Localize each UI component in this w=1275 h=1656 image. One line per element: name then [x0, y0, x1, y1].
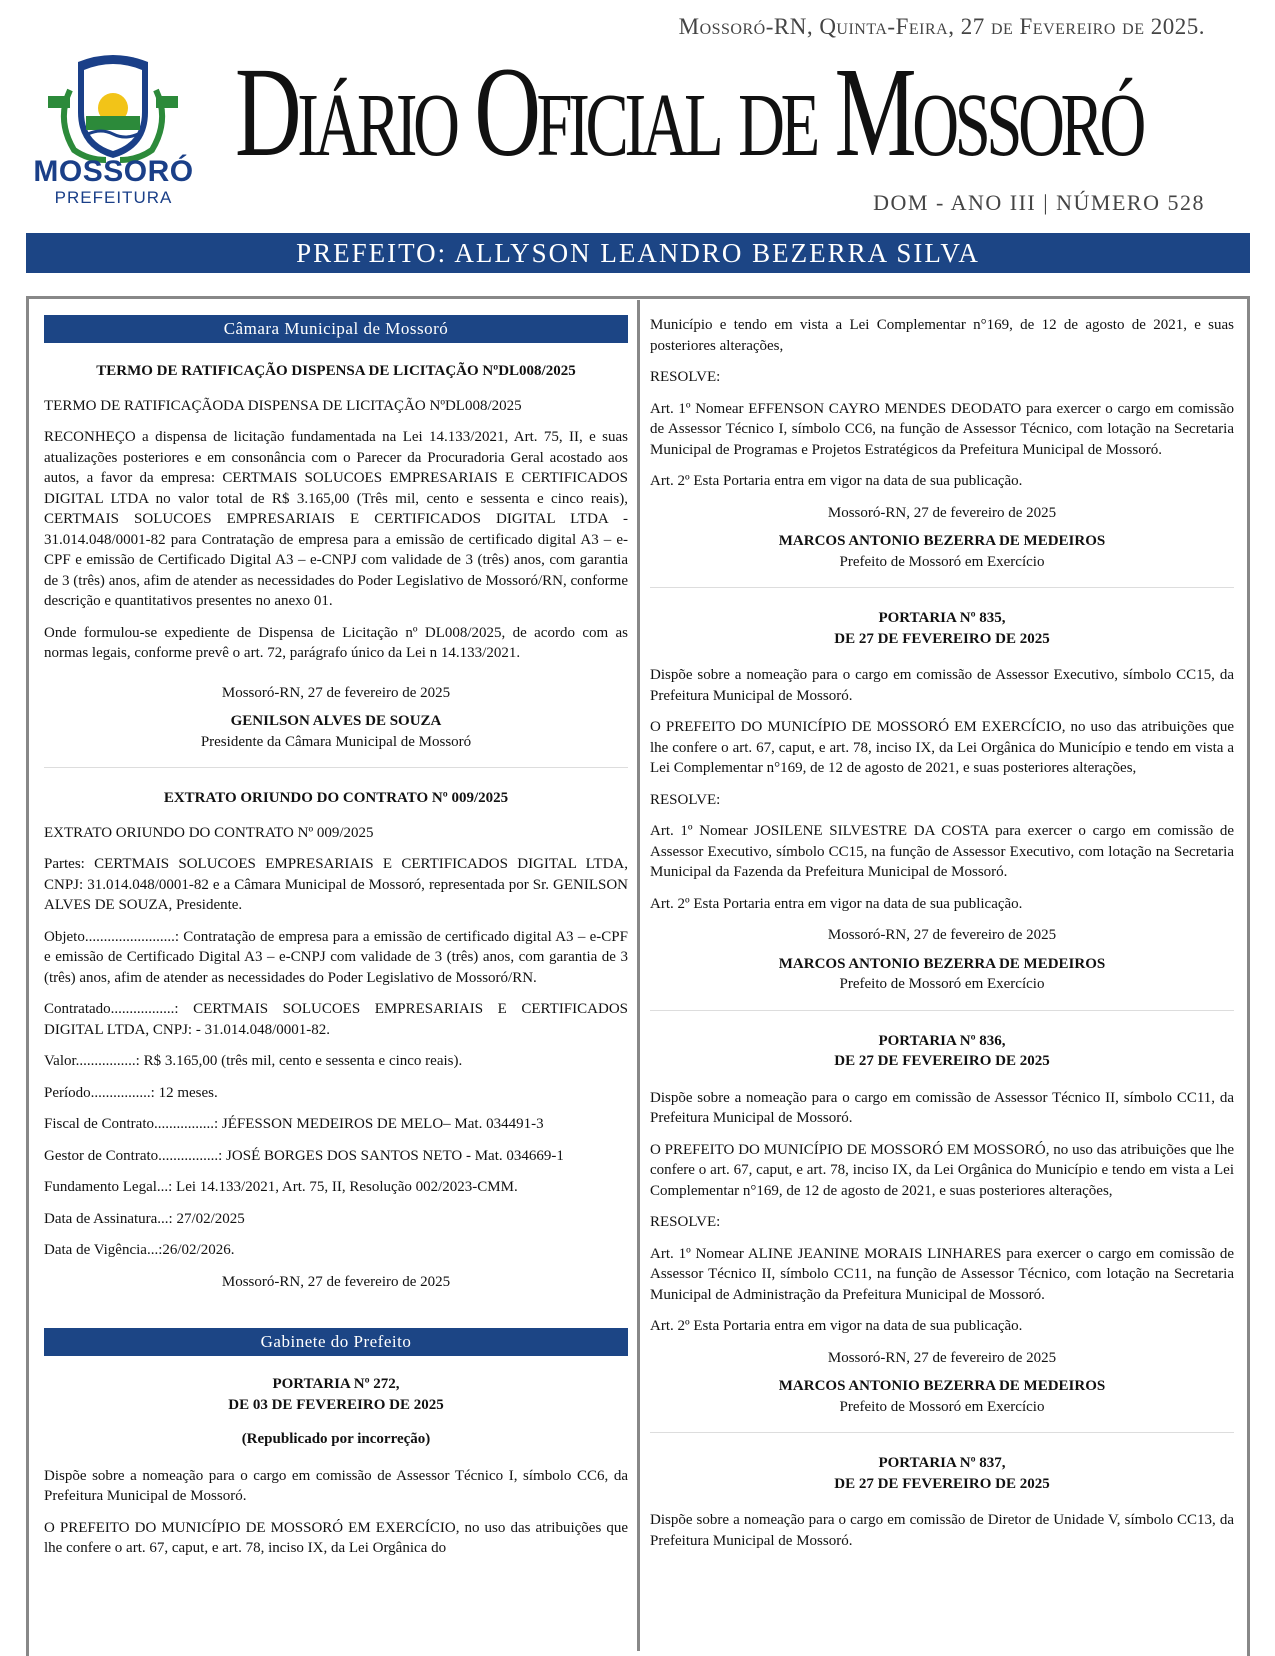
paragraph: Fiscal de Contrato................: JÉFESSON MEDEIROS DE MELO– Mat. 034491-3	[44, 1116, 544, 1132]
doc-title-date: DE 27 DE FEVEREIRO DE 2025	[834, 630, 1050, 647]
article: Art. 2º Esta Portaria entra em vigor na data de sua publicação.	[650, 1318, 1023, 1334]
signer-name: MARCOS ANTONIO BEZERRA DE MEDEIROS	[778, 533, 1106, 549]
left-column	[44, 315, 628, 1570]
place-date: Mossoró-RN, 27 de fevereiro de 2025	[221, 1273, 451, 1290]
paragraph: Fundamento Legal...: Lei 14.133/2021, Art. 75, II, Resolução 002/2023-CMM.	[44, 1179, 518, 1195]
paragraph: Contratado.................: CERTMAIS SOLUCOES EMPRESARIAIS E CERTIFICADOS DIGITAL LTDA, CNPJ: - 31.014.048/0001-82.	[44, 1001, 628, 1038]
article: Art. 1º Nomear EFFENSON CAYRO MENDES DEODATO para exercer o cargo em comissão de Assessor Técnico I, símbolo CC6, na função de Assessor Técnico, com lotação na Secretaria Municipal de Programas e Projetos Estratégicos da Prefeitura Municipal de Mossoró.	[650, 400, 1234, 458]
signer-role: Prefeito de Mossoró em Exercício	[839, 976, 1045, 992]
paragraph: RECONHEÇO a dispensa de licitação fundamentada na Lei 14.133/2021, Art. 75, II, e suas atualizações posteriores e em consonância com o Parecer da Procuradoria Geral acostado aos autos, a favor da empresa: CERTMAIS SOLUCOES EMPRESARIAIS E CERTIFICADOS DIGITAL LTDA no valor total de R$ 3.165,00 (Três mil, cento e sessenta e cinco reais), CERTMAIS SOLUCOES EMPRESARIAIS E CERTIFICADOS DIGITAL LTDA - 31.014.048/0001-82 para Contratação de empresa para a emissão de certificado digital A3 – e-CPF e emissão de Certificado Digital A3 – e-CNPJ com validade de 3 (três) anos, com garantia de 3 (três) anos, afim de atender as necessidades do Poder Legislativo de Mossoró/RN, conforme descrição e quantitativos presentes no anexo 01.	[44, 429, 628, 609]
doc-title: PORTARIA Nº 837,	[878, 1455, 1006, 1471]
column-divider	[637, 300, 640, 1651]
place-date: Mossoró-RN, 27 de fevereiro de 2025	[827, 504, 1057, 521]
paragraph: Dispõe sobre a nomeação para o cargo em comissão de Assessor Técnico I, símbolo CC6, da Prefeitura Municipal de Mossoró.	[44, 1467, 628, 1504]
doc-title-date: DE 27 DE FEVEREIRO DE 2025	[834, 1053, 1050, 1069]
republish-note: (Republicado por incorreção)	[241, 1431, 431, 1447]
place-date: Mossoró-RN, 27 de fevereiro de 2025	[827, 1349, 1057, 1366]
right-column	[650, 315, 1234, 1562]
separator	[650, 1010, 1234, 1011]
signer-name: GENILSON ALVES DE SOUZA	[230, 713, 442, 729]
doc-title: PORTARIA Nº 836,	[878, 1032, 1006, 1049]
doc-title: TERMO DE RATIFICAÇÃO DISPENSA DE LICITAÇÃO NºDL008/2025	[96, 363, 576, 379]
section-header-gabinete: Gabinete do Prefeito	[44, 1328, 628, 1356]
paragraph: O PREFEITO DO MUNICÍPIO DE MOSSORÓ EM EXERCÍCIO, no uso das atribuições que lhe confere o art. 67, caput, e art. 78, inciso IX, da Lei Orgânica do Município e tendo em vista a Lei Complementar n°169, de 12 de agosto de 2021, e suas posteriores alterações,	[650, 719, 1234, 776]
doc-title: PORTARIA Nº 272,	[272, 1376, 400, 1392]
separator	[650, 587, 1234, 588]
doc-title-date: DE 03 DE FEVEREIRO DE 2025	[228, 1396, 444, 1413]
crest-ground	[86, 116, 140, 130]
paragraph: Período................: 12 meses.	[44, 1084, 218, 1101]
paragraph: Partes: CERTMAIS SOLUCOES EMPRESARIAIS E CERTIFICADOS DIGITAL LTDA, CNPJ: 31.014.048/0001-82 e a Câmara Municipal de Mossoró, representada por Sr. GENILSON ALVES DE SOUZA, Presidente.	[44, 856, 628, 913]
paragraph: Dispõe sobre a nomeação para o cargo em comissão de Diretor de Unidade V, símbolo CC13, da Prefeitura Municipal de Mossoró.	[650, 1512, 1234, 1549]
paragraph: Onde formulou-se expediente de Dispensa de Licitação nº DL008/2025, de acordo com as normas legais, conforme prevê o art. 72, parágrafo único da Lei n 14.133/2021.	[44, 624, 628, 661]
doc-title: EXTRATO ORIUNDO DO CONTRATO Nº 009/2025	[163, 790, 509, 806]
paragraph: Município e tendo em vista a Lei Complementar n°169, de 12 de agosto de 2021, e suas posteriores alterações,	[650, 317, 1234, 354]
paragraph: O PREFEITO DO MUNICÍPIO DE MOSSORÓ EM EXERCÍCIO, no uso das atribuições que lhe confere o art. 67, caput, e art. 78, inciso IX, da Lei Orgânica do	[44, 1519, 628, 1556]
paragraph: Valor................: R$ 3.165,00 (três mil, cento e sessenta e cinco reais).	[44, 1053, 463, 1069]
crest-ribbon-left	[48, 96, 70, 108]
masthead-title: Diário Oficial de Mossoró	[235, 41, 1143, 183]
crest-ribbon-right	[156, 96, 178, 108]
mayor-banner: PREFEITO: ALLYSON LEANDRO BEZERRA SILVA	[26, 233, 1250, 273]
place-date: Mossoró-RN, 27 de fevereiro de 2025	[221, 684, 451, 701]
paragraph: Data de Vigência...:26/02/2026.	[44, 1242, 235, 1258]
signer-name: MARCOS ANTONIO BEZERRA DE MEDEIROS	[778, 955, 1106, 972]
doc-title: PORTARIA Nº 835,	[878, 610, 1006, 626]
separator	[650, 1432, 1234, 1433]
signer-name: MARCOS ANTONIO BEZERRA DE MEDEIROS	[778, 1378, 1106, 1394]
logo-wordmark: MOSSORÓ	[33, 155, 194, 188]
resolve-label: RESOLVE:	[650, 1214, 721, 1230]
doc-subtitle: TERMO DE RATIFICAÇÃODA DISPENSA DE LICITAÇÃO NºDL008/2025	[44, 397, 522, 414]
doc-subtitle: EXTRATO ORIUNDO DO CONTRATO Nº 009/2025	[44, 824, 374, 841]
signer-role: Presidente da Câmara Municipal de Mossoró	[200, 733, 472, 750]
article: Art. 1º Nomear ALINE JEANINE MORAIS LINHARES para exercer o cargo em comissão de Assessor Técnico II, símbolo CC11, na função de Assessor Técnico, com lotação na Secretaria Municipal de Administração da Prefeitura Municipal de Mossoró.	[650, 1245, 1234, 1303]
section-header-camara: Câmara Municipal de Mossoró	[44, 315, 628, 343]
resolve-label: RESOLVE:	[650, 369, 721, 385]
article: Art. 2º Esta Portaria entra em vigor na data de sua publicação.	[650, 473, 1023, 489]
paragraph: Data de Assinatura...: 27/02/2025	[44, 1210, 245, 1227]
article: Art. 1º Nomear JOSILENE SILVESTRE DA COSTA para exercer o cargo em comissão de Assessor Executivo, símbolo CC15, na função de Assessor Executivo, com lotação na Secretaria Municipal da Fazenda da Prefeitura Municipal de Mossoró.	[650, 823, 1234, 880]
edition-number: DOM - ANO III | NÚMERO 528	[873, 190, 1205, 215]
signer-role: Prefeito de Mossoró em Exercício	[839, 1398, 1045, 1415]
logo-subtitle: PREFEITURA	[54, 188, 173, 207]
article: Art. 2º Esta Portaria entra em vigor na data de sua publicação.	[650, 895, 1023, 912]
issue-date: Mossoró-RN, Quinta-Feira, 27 de Fevereiro de 2025.	[678, 14, 1205, 39]
paragraph: Dispõe sobre a nomeação para o cargo em comissão de Assessor Executivo, símbolo CC15, da Prefeitura Municipal de Mossoró.	[650, 667, 1234, 704]
paragraph: Objeto........................: Contratação de empresa para a emissão de certificado digital A3 – e-CPF e emissão de Certificado Digital A3 – e-CNPJ com validade de 3 (três) anos, com garantia de 3 (três) anos, afim de atender as necessidades do Poder Legislativo de Mossoró/RN.	[44, 928, 628, 986]
paragraph: Gestor de Contrato................: JOSÉ BORGES DOS SANTOS NETO - Mat. 034669-1	[44, 1147, 564, 1164]
paragraph: Dispõe sobre a nomeação para o cargo em comissão de Assessor Técnico II, símbolo CC11, da Prefeitura Municipal de Mossoró.	[650, 1089, 1234, 1126]
separator	[44, 767, 628, 768]
doc-title-date: DE 27 DE FEVEREIRO DE 2025	[834, 1475, 1050, 1492]
signer-role: Prefeito de Mossoró em Exercício	[839, 553, 1045, 570]
paragraph: O PREFEITO DO MUNICÍPIO DE MOSSORÓ EM MOSSORÓ, no uso das atribuições que lhe confere o art. 67, caput, e art. 78, inciso IX, da Lei Orgânica do Município e tendo em vista a Lei Complementar n°169, de 12 de agosto de 2021, e suas posteriores alterações,	[650, 1141, 1234, 1199]
place-date: Mossoró-RN, 27 de fevereiro de 2025	[827, 927, 1057, 943]
resolve-label: RESOLVE:	[650, 791, 721, 808]
